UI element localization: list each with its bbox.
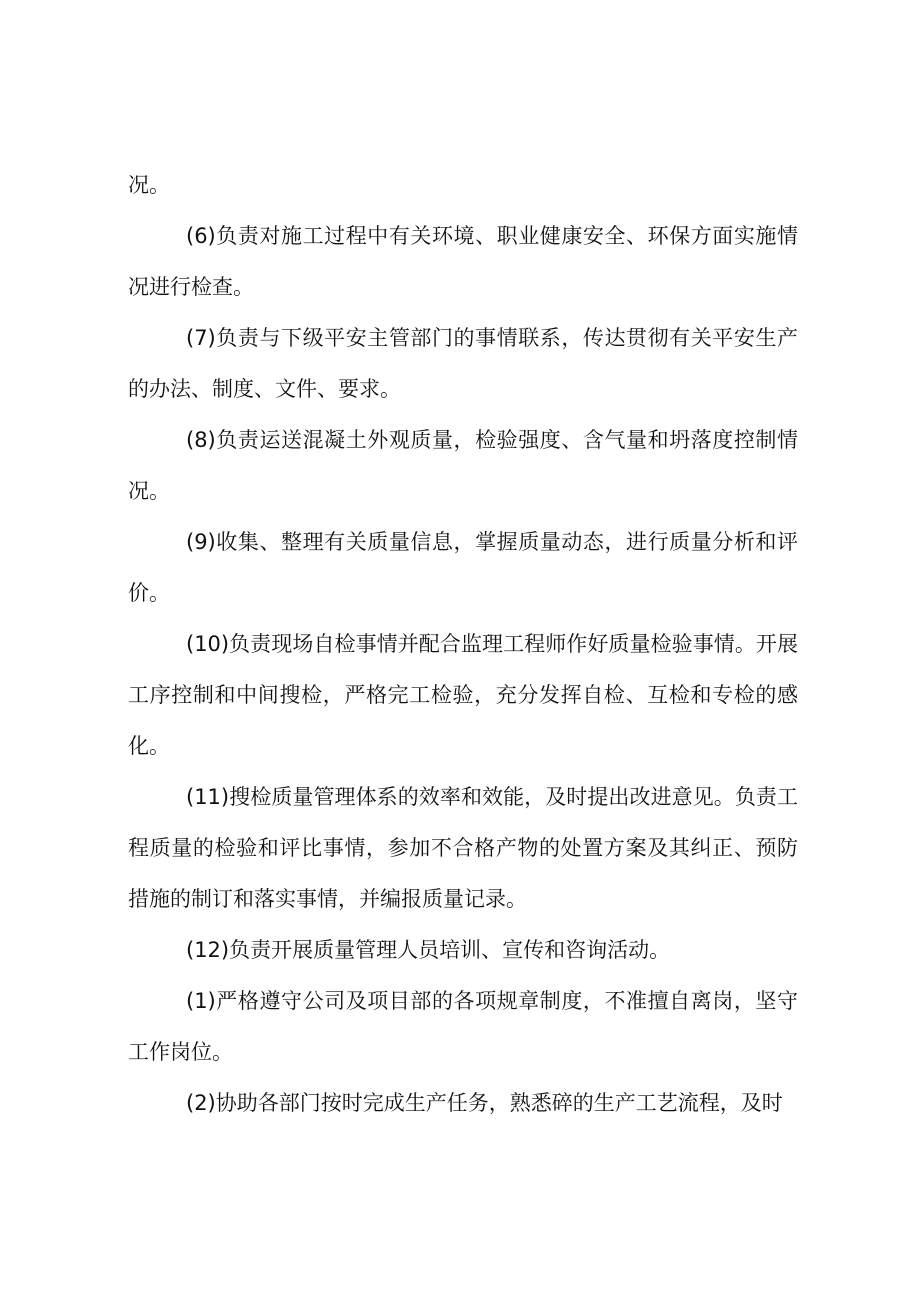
- paragraph-item-2: (2)协助各部门按时完成生产任务，熟悉碎的生产工艺流程，及时: [186, 1091, 783, 1115]
- paragraph-item-1: (1)严格遵守公司及项目部的各项规章制度，不准擅自离岗，坚守工作岗位。: [128, 989, 798, 1064]
- paragraph-item-12: (12)负责开展质量管理人员培训、宣传和咨询活动。: [186, 938, 671, 962]
- paragraph-item-6: (6)负责对施工过程中有关环境、职业健康安全、环保方面实施情况进行检查。: [128, 224, 798, 299]
- paragraph-item-11: (11)搜检质量管理体系的效率和效能，及时提出改进意见。负责工程质量的检验和评比事情，参加不合格产物的处置方案及其纠正、预防措施的制订和落实事情，并编报质量记录。: [128, 785, 798, 911]
- paragraph-item-7: (7)负责与下级平安主管部门的事情联系，传达贯彻有关平安生产的办法、制度、文件、要求。: [128, 326, 798, 401]
- paragraph-continuation: 况。: [128, 173, 170, 197]
- paragraph-item-8: (8)负责运送混凝土外观质量，检验强度、含气量和坍落度控制情况。: [128, 428, 798, 503]
- body-text: [128, 160, 798, 1129]
- paragraph-item-9: (9)收集、整理有关质量信息，掌握质量动态，进行质量分析和评价。: [128, 530, 798, 605]
- paragraph-item-10: (10)负责现场自检事情并配合监理工程师作好质量检验事情。开展工序控制和中间搜检，严格完工检验，充分发挥自检、互检和专检的感化。: [128, 632, 798, 758]
